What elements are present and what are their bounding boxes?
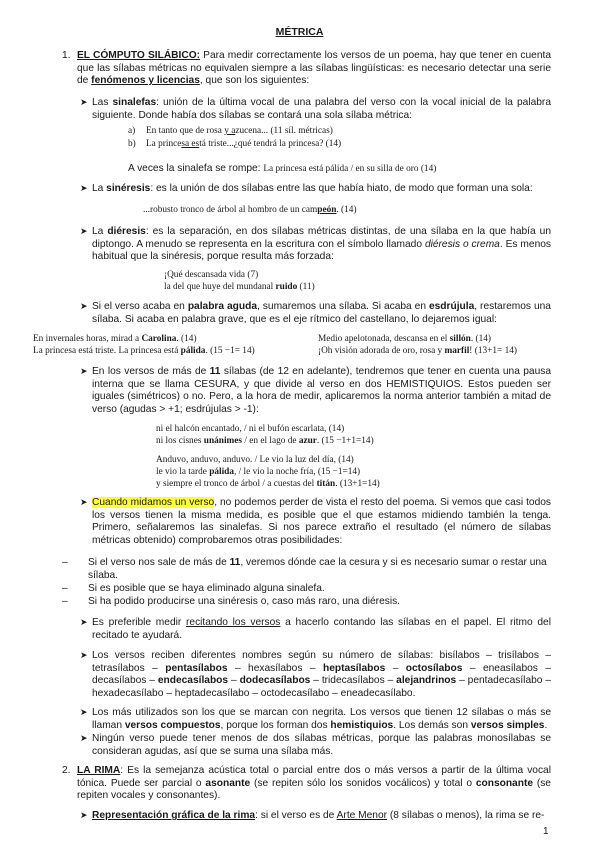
bullet-arrow-icon: ➤: [80, 734, 88, 744]
section-1-paragraph: EL CÓMPUTO SILÁBICO: Para medir correctamente los versos de un poema, hay que tener en cuenta que las sílabas métricas no equivalen siempre a las sílabas lingüísticas: es necesario detectar una serie de fenómenos y licencias, que son los siguientes:: [77, 50, 551, 87]
page-title: MÉTRICA: [275, 26, 324, 38]
page-number: 1: [543, 826, 549, 837]
bullet-arrow-icon: ➤: [80, 811, 88, 821]
cesura-example-4: le vio la tarde pálida, / le vio la noche fría, (15 −1=14): [156, 467, 361, 477]
sinalefa-example-a: En tanto que de rosa y azucena... (11 síl. métricas): [146, 126, 333, 136]
aguda-example-right-2: ¡Oh visión adorada de oro, rosa y marfil! (13+1= 14): [318, 346, 517, 356]
section-2-heading: LA RIMA: [77, 765, 121, 776]
bullet-arrow-icon: ➤: [80, 708, 88, 718]
highlighted-text: Cuando midamos un verso: [92, 497, 215, 508]
dash-bullet: –: [62, 596, 68, 607]
bullet-arrow-icon: ➤: [80, 651, 88, 661]
cesura-example-2: ni los cisnes unánimes / en el lago de azur. (15 −1+1=14): [156, 436, 374, 446]
aguda-example-left-2: La princesa está triste. La princesa está pálida. (15 −1= 14): [33, 346, 255, 356]
utilizados-paragraph: Los más utilizados son los que se marcan con negrita. Los versos que tienen 12 sílabas o más se llaman versos compuestos, porque los forman dos hemistiquios. Los demás son versos simples.: [92, 707, 551, 731]
dash-bullet: –: [62, 583, 68, 594]
preferible-paragraph: Es preferible medir recitando los versos a hacerlo contando las sílabas en el papel. El ritmo del recitado te ayudará.: [92, 617, 551, 641]
midamos-item-2: Si es posible que se haya eliminado alguna sinalefa.: [88, 583, 325, 594]
cesura-paragraph: En los versos de más de 11 sílabas (de 12 en adelante), tendremos que tener en cuenta una pausa interna que se llama CESURA, y que divide al verso en dos HEMISTIQUIOS. Estos pueden ser iguales (simétricos) o no. Pero, a la hora de medir, aplicaremos la norma anterior también a mitad de verso (agudas > +1; esdrújulas > -1):: [92, 366, 551, 415]
example-label-a: a): [128, 126, 136, 136]
dieresis-example-2: la del que huye del mundanal ruido (11): [164, 282, 315, 292]
section-1-number: 1.: [62, 50, 71, 61]
midamos-item-3: Si ha podido producirse una sinéresis o, caso más raro, una diéresis.: [88, 596, 401, 607]
section-1-heading: EL CÓMPUTO SILÁBICO:: [77, 50, 201, 61]
bullet-arrow-icon: ➤: [80, 227, 88, 237]
sineresis-paragraph: La sinéresis: es la unión de dos sílabas entre las que había hiato, de modo que forman una sola:: [92, 183, 533, 194]
aguda-example-left-1: En invernales horas, mirad a Carolina. (14): [33, 334, 197, 344]
section-2-number: 2.: [62, 765, 71, 776]
midamos-paragraph: Cuando midamos un verso, no podemos perder de vista el resto del poema. Si vemos que casi todos los versos tienen la misma medida, es posible que el que estamos midiendo también la tenga. Primero, señalaremos las sinalefas. Si nos parece extraño el resultado (el número de sílabas métricas obtenido) comprobaremos otras posibilidades:: [92, 497, 551, 546]
sineresis-example: ...robusto tronco de árbol al hombro de un campeón. (14): [143, 205, 357, 215]
representacion-paragraph: Representación gráfica de la rima: si el verso es de Arte Menor (8 sílabas o menos), la rima se re-: [92, 810, 545, 821]
ninguno-paragraph: Ningún verso puede tener menos de dos sílabas métricas, porque las palabras monosílabas se consideran agudas, así que se suma una sílaba más.: [92, 733, 551, 757]
cesura-example-3: Anduvo, anduvo, anduvo. / Le vio la luz del día, (14): [156, 455, 354, 465]
aguda-example-right-1: Medio apelotonada, descansa en el sillón. (14): [318, 334, 491, 344]
sinalefa-example-b: La princesa está triste...¿qué tendrá la princesa? (14): [146, 139, 342, 149]
nombres-paragraph: Los versos reciben diferentes nombres según su número de sílabas: bisílabos – trisílabos – tetrasílabos – pentasílabos – hexasílabos – heptasílabos – octosílabos – eneasílabos – decasílabos – endecasílabos – dodecasílabos – tridecasílabos – alejandrinos – pentadecasílabo – hexadecasílabo – heptadecasílabo – octodecasílabo – eneadecasílabo.: [92, 650, 552, 699]
cesura-example-5: y siempre el tronco de árbol / a cuestas del titán. (13+1=14): [156, 479, 380, 489]
midamos-item-1: Si el verso nos sale de más de 11, veremos dónde cae la cesura y si es necesario sumar o restar una sílaba.: [88, 557, 547, 581]
sinalefa-paragraph: Las sinalefas: unión de la última vocal de una palabra del verso con la vocal inicial de la palabra siguiente. Donde había dos sílabas se contará una sola sílaba métrica:: [92, 97, 551, 121]
dash-bullet: –: [62, 557, 68, 568]
section-2-paragraph: LA RIMA: Es la semejanza acústica total o parcial entre dos o más versos a partir de la última vocal tónica. Puede ser parcial o asonante (se repiten sólo los sonidos vocálicos) y total o consonante (se repiten vocales y consonantes).: [77, 765, 551, 802]
bullet-arrow-icon: ➤: [80, 498, 88, 508]
cesura-example-1: ni el halcón encantado, / ni el bufón escarlata, (14): [156, 424, 345, 434]
bullet-arrow-icon: ➤: [80, 618, 88, 628]
bullet-arrow-icon: ➤: [80, 302, 88, 312]
bullet-arrow-icon: ➤: [80, 98, 88, 108]
example-label-b: b): [128, 139, 136, 149]
dieresis-example-1: ¡Qué descansada vida (7): [164, 270, 259, 280]
bullet-arrow-icon: ➤: [80, 367, 88, 377]
sinalefa-rompe-line: A veces la sinalefa se rompe: La princesa está pálida / en su silla de oro (14): [128, 163, 437, 174]
bullet-arrow-icon: ➤: [80, 184, 88, 194]
dieresis-paragraph: La diéresis: es la separación, en dos sílabas métricas distintas, de una sílaba en la que había un diptongo. A menudo se representa en la escritura con el símbolo llamado diéresis o crema. Es menos habitual que la sinéresis, porque resulta más forzada:: [92, 226, 551, 263]
aguda-paragraph: Si el verso acaba en palabra aguda, sumaremos una sílaba. Si acaba en esdrújula, restaremos una sílaba. Si acaba en palabra grave, que es el eje rítmico del castellano, lo dejaremos igual:: [92, 301, 551, 325]
